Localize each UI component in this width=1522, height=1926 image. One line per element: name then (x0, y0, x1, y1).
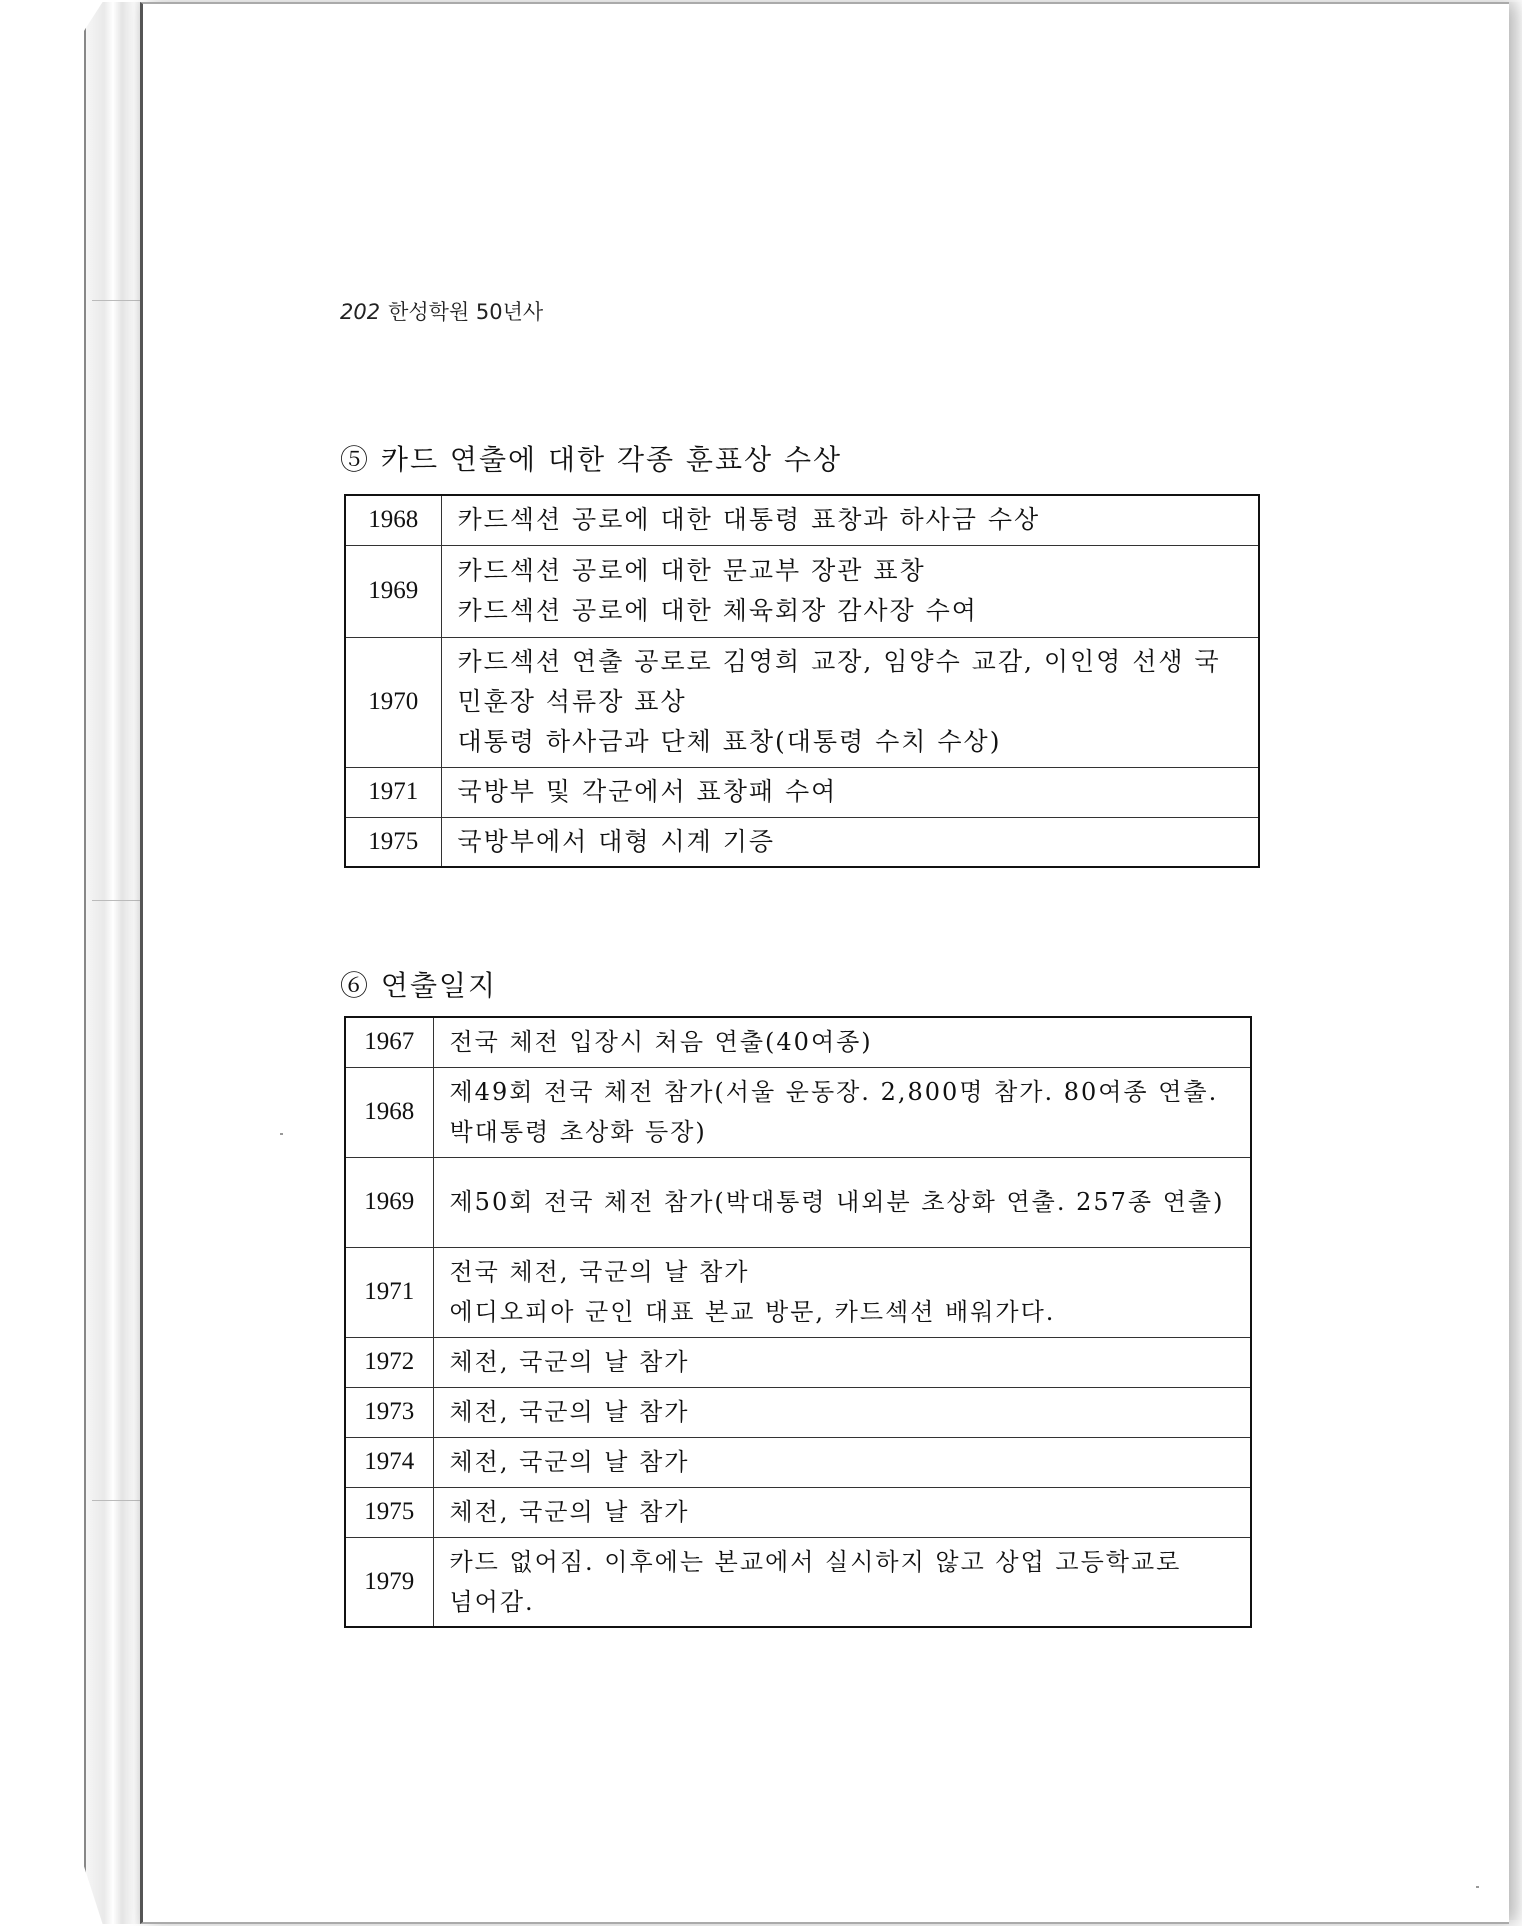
table-row (345, 1067, 1251, 1157)
year-cell: 1970 (345, 637, 441, 767)
description-line: 민훈장 석류장 표상 (457, 687, 687, 716)
description-cell (433, 1387, 1251, 1437)
description-line: 제49회 전국 체전 참가(서울 운동장. 2,800명 참가. 80여종 연출. (449, 1078, 1219, 1106)
description-line: 체전, 국군의 날 참가 (449, 1348, 690, 1376)
page-edge-line (92, 900, 140, 901)
awards-table (344, 494, 1260, 868)
table-row (345, 495, 1259, 545)
table-row (345, 1337, 1251, 1387)
page-number: 202 (340, 300, 381, 324)
year-cell: 1972 (345, 1337, 433, 1387)
book-page-edges (84, 2, 146, 1924)
table-row (345, 1387, 1251, 1437)
description-cell (441, 637, 1259, 767)
table-row (345, 1437, 1251, 1487)
page-edge-line (92, 1500, 140, 1501)
table-row (345, 637, 1259, 767)
description-line: 카드섹션 연출 공로로 김영희 교장, 임양수 교감, 이인영 선생 국 (457, 647, 1221, 676)
description-line: 국방부 및 각군에서 표창패 수여 (457, 777, 838, 806)
page-edge-line (92, 300, 140, 301)
year-cell: 1971 (345, 767, 441, 817)
awards-table-body (345, 495, 1259, 867)
description-line: 대통령 하사금과 단체 표창(대통령 수치 수상) (457, 727, 1002, 756)
description-cell (441, 495, 1259, 545)
description-cell (433, 1337, 1251, 1387)
running-head (340, 296, 543, 326)
description-cell (433, 1537, 1251, 1627)
description-cell (441, 817, 1259, 867)
year-cell: 1975 (345, 1487, 433, 1537)
description-line: 카드섹션 공로에 대한 대통령 표창과 하사금 수상 (457, 505, 1041, 535)
table-row (345, 1247, 1251, 1337)
table-row (345, 817, 1259, 867)
year-cell: 1969 (345, 545, 441, 637)
table-row (345, 767, 1259, 817)
description-line: 전국 체전 입장시 처음 연출(40여종) (449, 1028, 873, 1057)
description-line: 체전, 국군의 날 참가 (449, 1398, 690, 1426)
description-cell (433, 1157, 1251, 1247)
book-title: 한성학원 50년사 (388, 300, 544, 324)
description-line: 박대통령 초상화 등장) (449, 1118, 707, 1146)
scan-speck (280, 1133, 283, 1135)
year-cell: 1979 (345, 1537, 433, 1627)
year-cell: 1973 (345, 1387, 433, 1437)
year-cell: 1969 (345, 1157, 433, 1247)
table-row (345, 545, 1259, 637)
description-line: 체전, 국군의 날 참가 (449, 1448, 690, 1476)
description-cell (433, 1247, 1251, 1337)
section-6-title: ⑥ 연출일지 (340, 969, 498, 1002)
description-cell (433, 1017, 1251, 1067)
performance-log-table (344, 1016, 1252, 1628)
description-cell (433, 1487, 1251, 1537)
description-line: 카드섹션 공로에 대한 문교부 장관 표창 (457, 556, 926, 585)
year-cell: 1971 (345, 1247, 433, 1337)
description-line: 국방부에서 대형 시계 기증 (457, 826, 775, 856)
year-cell: 1968 (345, 1067, 433, 1157)
section-5-title: ⑤ 카드 연출에 대한 각종 훈표상 수상 (340, 443, 843, 476)
scan-speck (1476, 1886, 1479, 1888)
description-cell (441, 767, 1259, 817)
description-line: 제50회 전국 체전 참가(박대통령 내외분 초상화 연출. 257종 연출) (449, 1188, 1225, 1216)
description-line: 카드 없어짐. 이후에는 본교에서 실시하지 않고 상업 고등학교로 (449, 1547, 1182, 1576)
year-cell: 1975 (345, 817, 441, 867)
description-cell (433, 1437, 1251, 1487)
table-row (345, 1157, 1251, 1247)
description-cell (441, 545, 1259, 637)
year-cell: 1967 (345, 1017, 433, 1067)
description-line: 전국 체전, 국군의 날 참가 (449, 1258, 750, 1286)
year-cell: 1974 (345, 1437, 433, 1487)
description-line: 체전, 국군의 날 참가 (449, 1498, 690, 1526)
book-page (140, 2, 1509, 1924)
description-cell (433, 1067, 1251, 1157)
table-row (345, 1487, 1251, 1537)
description-line: 카드섹션 공로에 대한 체육회장 감사장 수여 (457, 596, 978, 625)
year-cell: 1968 (345, 495, 441, 545)
description-line: 에디오피아 군인 대표 본교 방문, 카드섹션 배워가다. (449, 1298, 1056, 1326)
performance-log-table-body (345, 1017, 1251, 1627)
table-row (345, 1537, 1251, 1627)
description-line: 넘어감. (449, 1587, 535, 1616)
table-row (345, 1017, 1251, 1067)
